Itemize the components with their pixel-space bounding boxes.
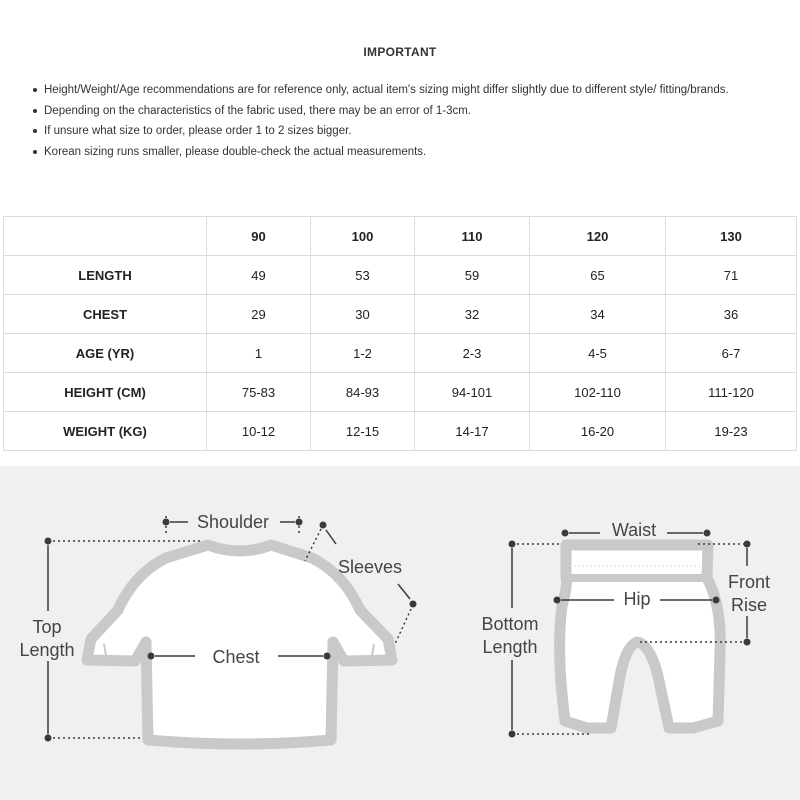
size-column-header: 110	[415, 217, 530, 256]
table-cell: 4-5	[530, 334, 666, 373]
table-cell: 49	[207, 256, 311, 295]
waist-label: Waist	[611, 520, 657, 540]
notice-item: If unsure what size to order, please order 1 to 2 sizes bigger.	[31, 121, 791, 142]
measurement-illustration	[0, 466, 800, 800]
table-cell: 102-110	[530, 373, 666, 412]
size-chart-table	[3, 216, 797, 451]
row-label: CHEST	[4, 295, 207, 334]
bottom-length-label-line2: Length	[482, 637, 538, 657]
row-label: HEIGHT (CM)	[4, 373, 207, 412]
size-column-header: 100	[311, 217, 415, 256]
table-cell: 2-3	[415, 334, 530, 373]
size-column-header: 130	[666, 217, 797, 256]
table-header-row	[4, 217, 797, 256]
table-cell: 30	[311, 295, 415, 334]
table-cell: 14-17	[415, 412, 530, 451]
chest-label: Chest	[212, 647, 260, 667]
table-corner-cell	[4, 217, 207, 256]
row-label: WEIGHT (KG)	[4, 412, 207, 451]
table-cell: 19-23	[666, 412, 797, 451]
front-rise-label-line1: Front	[727, 572, 771, 592]
table-row	[4, 295, 797, 334]
notice-heading: IMPORTANT	[363, 45, 437, 59]
shoulder-label: Shoulder	[196, 512, 270, 532]
top-length-label-line1: Top	[32, 617, 62, 637]
table-cell: 75-83	[207, 373, 311, 412]
table-cell: 1-2	[311, 334, 415, 373]
table-cell: 111-120	[666, 373, 797, 412]
table-cell: 1	[207, 334, 311, 373]
table-cell: 59	[415, 256, 530, 295]
table-cell: 29	[207, 295, 311, 334]
table-cell: 36	[666, 295, 797, 334]
table-cell: 71	[666, 256, 797, 295]
table-cell: 34	[530, 295, 666, 334]
pants-outline	[560, 545, 721, 728]
table-cell: 32	[415, 295, 530, 334]
sleeves-label: Sleeves	[338, 557, 403, 577]
notice-item: Depending on the characteristics of the fabric used, there may be an error of 1-3cm.	[31, 101, 791, 122]
table-cell: 12-15	[311, 412, 415, 451]
notice-item: Korean sizing runs smaller, please double-check the actual measurements.	[31, 142, 791, 163]
table-cell: 10-12	[207, 412, 311, 451]
top-length-label-line2: Length	[19, 640, 75, 660]
table-cell: 16-20	[530, 412, 666, 451]
notice-list	[31, 80, 791, 162]
table-row	[4, 334, 797, 373]
size-column-header: 90	[207, 217, 311, 256]
row-label: AGE (YR)	[4, 334, 207, 373]
table-cell: 53	[311, 256, 415, 295]
notice-item: Height/Weight/Age recommendations are for reference only, actual item's sizing might differ slightly due to different style/ fitting/brands.	[31, 80, 791, 101]
row-label: LENGTH	[4, 256, 207, 295]
size-column-header: 120	[530, 217, 666, 256]
hip-label: Hip	[623, 589, 651, 609]
table-cell: 84-93	[311, 373, 415, 412]
front-rise-label-line2: Rise	[730, 595, 768, 615]
table-row	[4, 412, 797, 451]
table-row	[4, 256, 797, 295]
table-cell: 65	[530, 256, 666, 295]
measurement-diagram	[0, 466, 800, 800]
table-cell: 6-7	[666, 334, 797, 373]
table-row	[4, 373, 797, 412]
bottom-length-label-line1: Bottom	[481, 614, 539, 634]
table-cell: 94-101	[415, 373, 530, 412]
